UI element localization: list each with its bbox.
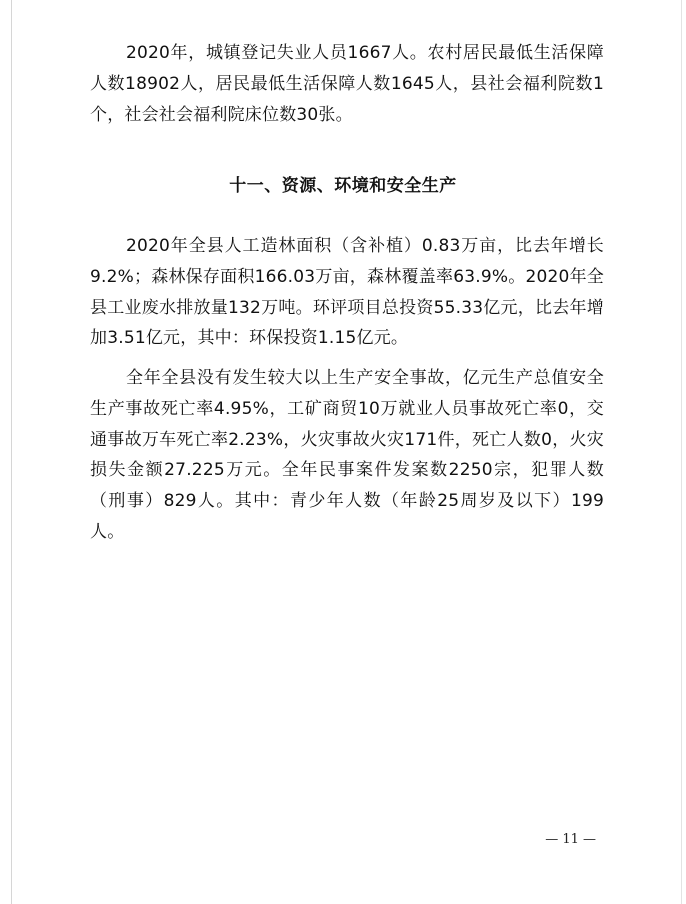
page-number: — 11 — [545,832,596,847]
paragraph-employment-welfare: 2020年，城镇登记失业人员1667人。农村居民最低生活保障人数18902人，居民最低生活保障人数1645人，县社会福利院数1个，社会社会福利院床位数30张。 [90,43,604,125]
section-heading: 十一、资源、环境和安全生产 [229,176,457,196]
paragraph-safety-production: 全年全县没有发生较大以上生产安全事故，亿元生产总值安全生产事故死亡率4.95%，工矿商贸10万就业人员事故死亡率0，交通事故万车死亡率2.23%，火灾事故火灾171件，死亡人数0，火灾损失金额27.225万元。全年民事案件发案数2250宗，犯罪人数（刑事）829人。其中：青少年人数（年龄25周岁及以下）199人。 [90,368,604,542]
page-left-border [11,0,12,904]
page-right-border [681,0,682,904]
paragraph-resources-environment: 2020年全县人工造林面积（含补植）0.83万亩，比去年增长9.2%；森林保存面积166.03万亩，森林覆盖率63.9%。2020年全县工业废水排放量132万吨。环评项目总投资55.33亿元，比去年增加3.51亿元，其中：环保投资1.15亿元。 [90,236,604,349]
